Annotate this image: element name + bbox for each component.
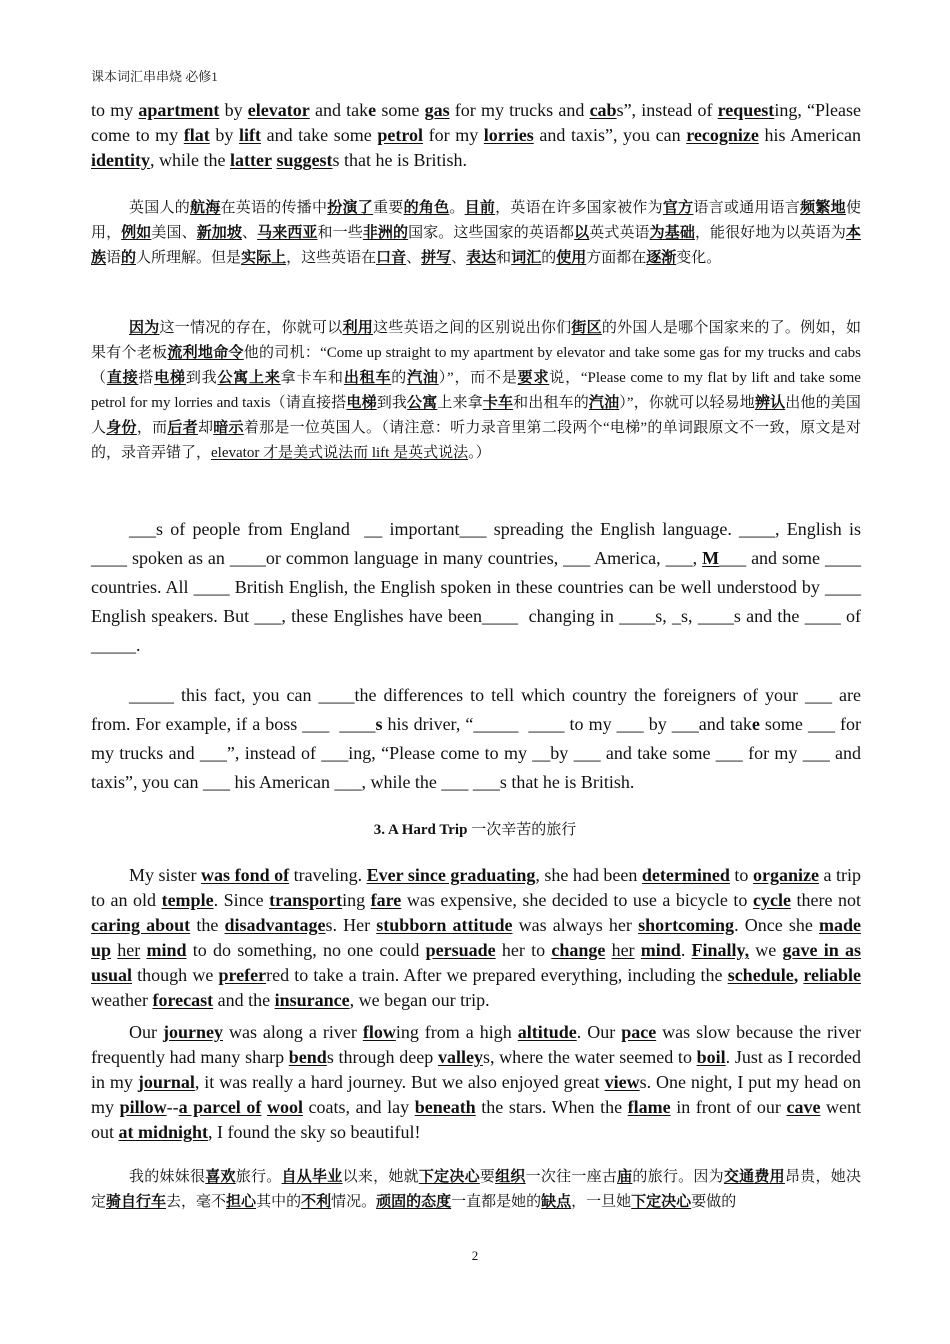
paragraph-chinese-2: 因为这一情况的存在，你就可以利用这些英语之间的区别说出你们街区的外国人是哪个国家来的了。例如，如果有个老板流利地命令他的司机：“Come up straight to my apartment by elevator and take some gas for my trucks and cabs（直接搭电梯到我公寓上来拿卡车和出租车的汽油）”，而不是要求说，“Please come to my flat by lift and take some petrol for my lorries and taxis（请直接搭电梯到我公寓上来拿卡车和出租车的汽油）”，你就可以轻易地辨认出他的美国人身份，而后者却暗示着那是一位英国人。（请注意：听力录音里第二段两个“电梯”的单词跟原文不一致，原文是对的，录音弄错了，elevator 才是美式说法而 lift 是英式说法。） [91,320,861,461]
paragraph-chinese-1: 英国人的航海在英语的传播中扮演了重要的角色。目前，英语在许多国家被作为官方语言或通用语言频繁地使用，例如美国、新加坡、马来西亚和一些非洲的国家。这些国家的英语都以英式英语为基础，能很好地为以英语为本族语的人所理解。但是实际上，这些英语在口音、拼写、表达和词汇的使用方面都在逐渐变化。 [91,200,861,266]
paragraph-fill-blank-1: ___s of people from England __ important___ spreading the English language. ____, English is ____ spoken as an ____or common language in many countries, ___ America, ___, M___ and some ____ countries. All ____ British English, the English spoken in these countries can be well understood by ____ English speakers. But ___, these Englishes have been____ changing in ____s, _s, ____s and the ____ of _____. [91,519,862,655]
paragraph-english-2: My sister was fond of traveling. Ever since graduating, she had been determined to organize a trip to an old temple. Since transporting fare was expensive, she decided to use a bicycle to cycle there not caring about the disadvantages. Her stubborn attitude was always her shortcoming. Once she made up her mind to do something, no one could persuade her to change her mind. Finally, we gave in as usual though we preferred to take a train. After we prepared everything, including the schedule, reliable weather forecast and the insurance, we began our trip. [91,865,862,1010]
section-title-cn: 一次辛苦的旅行 [471,822,577,838]
paragraph-english-3: Our journey was along a river flowing from a high altitude. Our pace was slow because the river frequently had many sharp bends through deep valleys, where the water seemed to boil. Just as I recorded in my journal, it was really a hard journey. But we also enjoyed great views. One night, I put my head on my pillow--a parcel of wool coats, and lay beneath the stars. When the flame in front of our cave went out at midnight, I found the sky so beautiful! [91,1022,862,1142]
section-title [0,818,950,839]
page-header: 课本词汇串串烧 必修1 [91,69,218,84]
page-number: 2 [471,1248,479,1263]
paragraph-fill-blank-2: _____ this fact, you can ____the differences to tell which country the foreigners of your ___ are from. For example, if a boss ___ ____s his driver, “_____ ____ to my ___ by ___and take some ___ for my trucks and ___”, instead of ___ing, “Please come to my __by ___ and take some ___ for my ___ and taxis”, you can ___ his American ___, while the ___ ___s that he is British. [91,685,862,792]
paragraph-english-1: to my apartment by elevator and take some gas for my trucks and cabs”, instead of requesting, “Please come to my flat by lift and take some petrol for my lorries and taxis”, you can recognize his American identity, while the latter suggests that he is British. [91,100,862,170]
section-title-en: 3. A Hard Trip [373,822,468,838]
paragraph-chinese-3: 我的妹妹很喜欢旅行。自从毕业以来，她就下定决心要组织一次往一座古庙的旅行。因为交通费用昂贵，她决定骑自行车去，毫不担心其中的不利情况。顽固的态度一直都是她的缺点，一旦她下定决心要做的 [91,1169,861,1210]
